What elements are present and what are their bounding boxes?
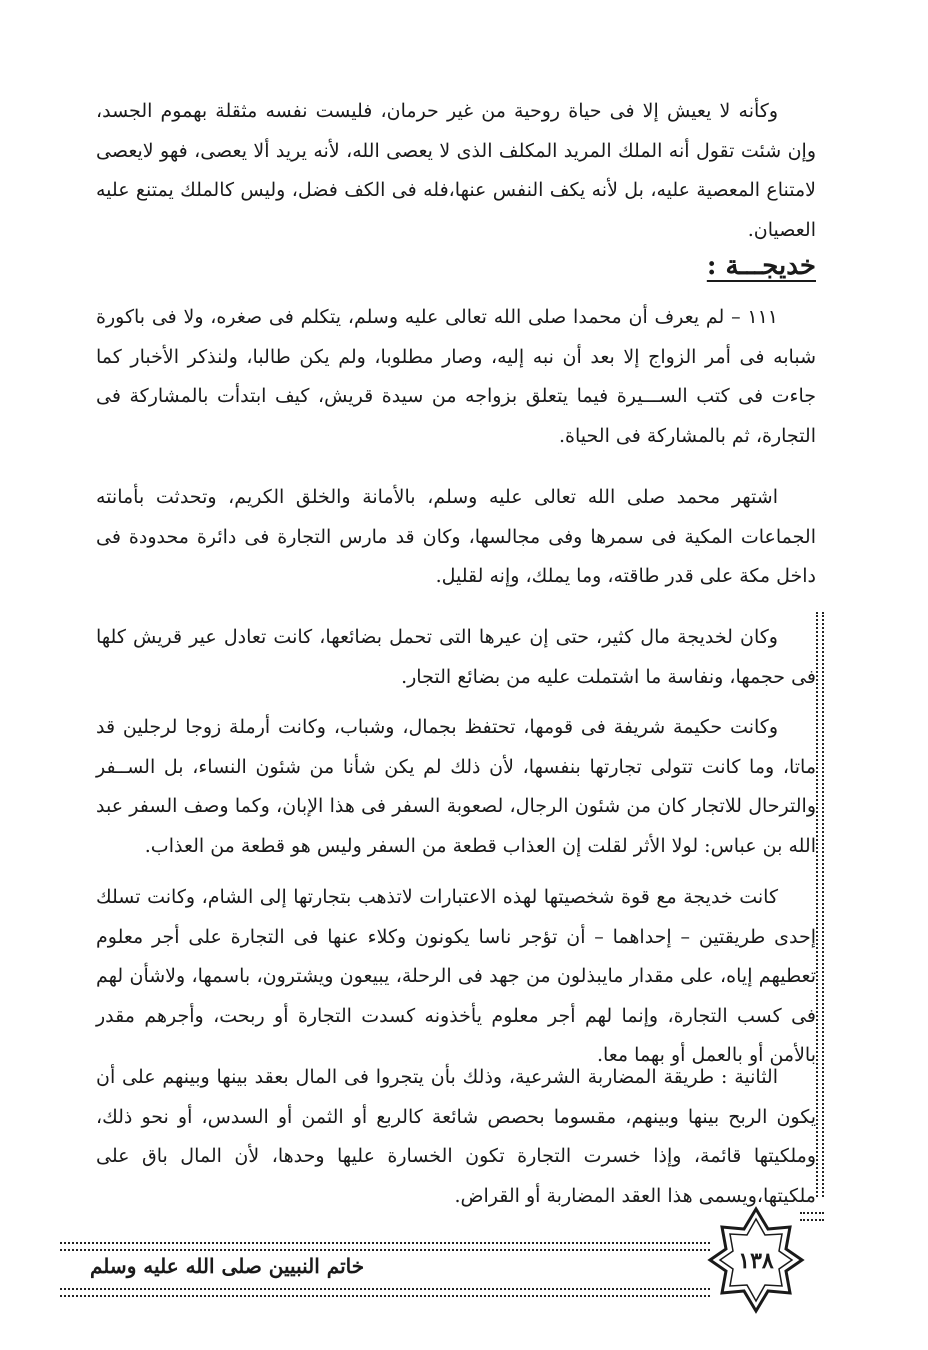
paragraph-intro: وكأنه لا يعيش إلا فى حياة روحية من غير حرمان، فليست نفسه مثقلة بهموم الجسد، وإن شئت تقول أنه الملك المريد المكلف الذى لا يعصى الله، لأنه يريد ألا يعصى، فهو لايعصى لامتناع المعصية عليه، بل لأنه يكف النفس عنها،فله فى الكف فضل، وليس كالملك يمتنع عليه العصيان. bbox=[96, 100, 816, 241]
page-number: ١٣٨ bbox=[738, 1248, 774, 1274]
paragraph-trade-methods: كانت خديجة مع قوة شخصيتها لهذه الاعتبارات لاتذهب بتجارتها إلى الشام، وكانت تسلك إحدى طريقتين – إحداهما – أن تؤجر ناسا يكونون وكلاء عنها فى التجارة على أجر معلوم تعطيهم إياه، على مقدار مايبذلون من جهد فى الرحلة، يبيعون ويشترون، باسمها، ولاشأن لهم فى كسب التجارة، وإنما لهم أجر معلوم يأخذونه كسدت التجارة أو ربحت، وأجرهم مقدر بالأمن أو بالعمل أو بهما معا. bbox=[96, 886, 816, 1066]
footer-rule-bottom bbox=[60, 1288, 710, 1297]
paragraph-reputation: اشتهر محمد صلى الله تعالى عليه وسلم، بالأمانة والخلق الكريم، وتحدثت بأمانته الجماعات المكية فى سمرها وفى مجالسها، وكان قد مارس التجارة فى دائرة محدودة فى داخل مكة على قدر طاقته، وما يملك، وإنه لقليل. bbox=[96, 486, 816, 587]
paragraph-111: ١١١ – لم يعرف أن محمدا صلى الله تعالى عليه وسلم، يتكلم فى صغره، ولا فى باكورة شبابه فى أمر الزواج إلا بعد أن نبه إليه، وصار مطلوبا، ولم يكن طالبا، ولنذكر الأخبار كما جاءت فى كتب الســـيرة فيما يتعلق بزواجه من سيدة قريش، كيف ابتدأت بالمشاركة فى التجارة، ثم بالمشاركة فى الحياة. bbox=[96, 306, 816, 447]
footer-book-title: خاتم النبيين صلى الله عليه وسلم bbox=[90, 1254, 365, 1278]
paragraph-khadija-wealth: وكان لخديجة مال كثير، حتى إن عيرها التى تحمل بضائعها، كانت تعادل عير قريش كلها فى حجمها، ونفاسة ما اشتملت عليه من بضائع التجار. bbox=[96, 626, 816, 688]
footer-rule-top bbox=[60, 1242, 710, 1251]
paragraph-khadija-character: وكانت حكيمة شريفة فى قومها، تحتفظ بجمال، وشباب، وكانت أرملة زوجا لرجلين قد ماتا، وما كانت تتولى تجارتها بنفسها، لأن ذلك لم يكن شأنا من شئون النساء، بل الســفر والترحال للاتجار كان من شئون الرجال، لصعوبة السفر فى هذا الإبان، وكما وصف السفر عبد الله بن عباس: لولا الأثر لقلت إن العذاب قطعة من السفر وليس هو قطعة من العذاب. bbox=[96, 716, 816, 857]
paragraph-mudaraba: الثانية : طريقة المضاربة الشرعية، وذلك بأن يتجروا فى المال بعقد بينها وبينهم على أن يكون الربح بينها وبينهم، مقسوما بحصص شائعة كالربع أو الثمن أو السدس، أو نحو ذلك، وملكيتها قائمة، وإذا خسرت التجارة تكون الخسارة عليها وحدها، لأن المال باق على ملكيتها،ويسمى هذا العقد المضاربة أو القراض. bbox=[96, 1066, 816, 1207]
section-heading: خديجـــة : bbox=[706, 251, 816, 281]
margin-dotted-line bbox=[816, 612, 824, 1197]
